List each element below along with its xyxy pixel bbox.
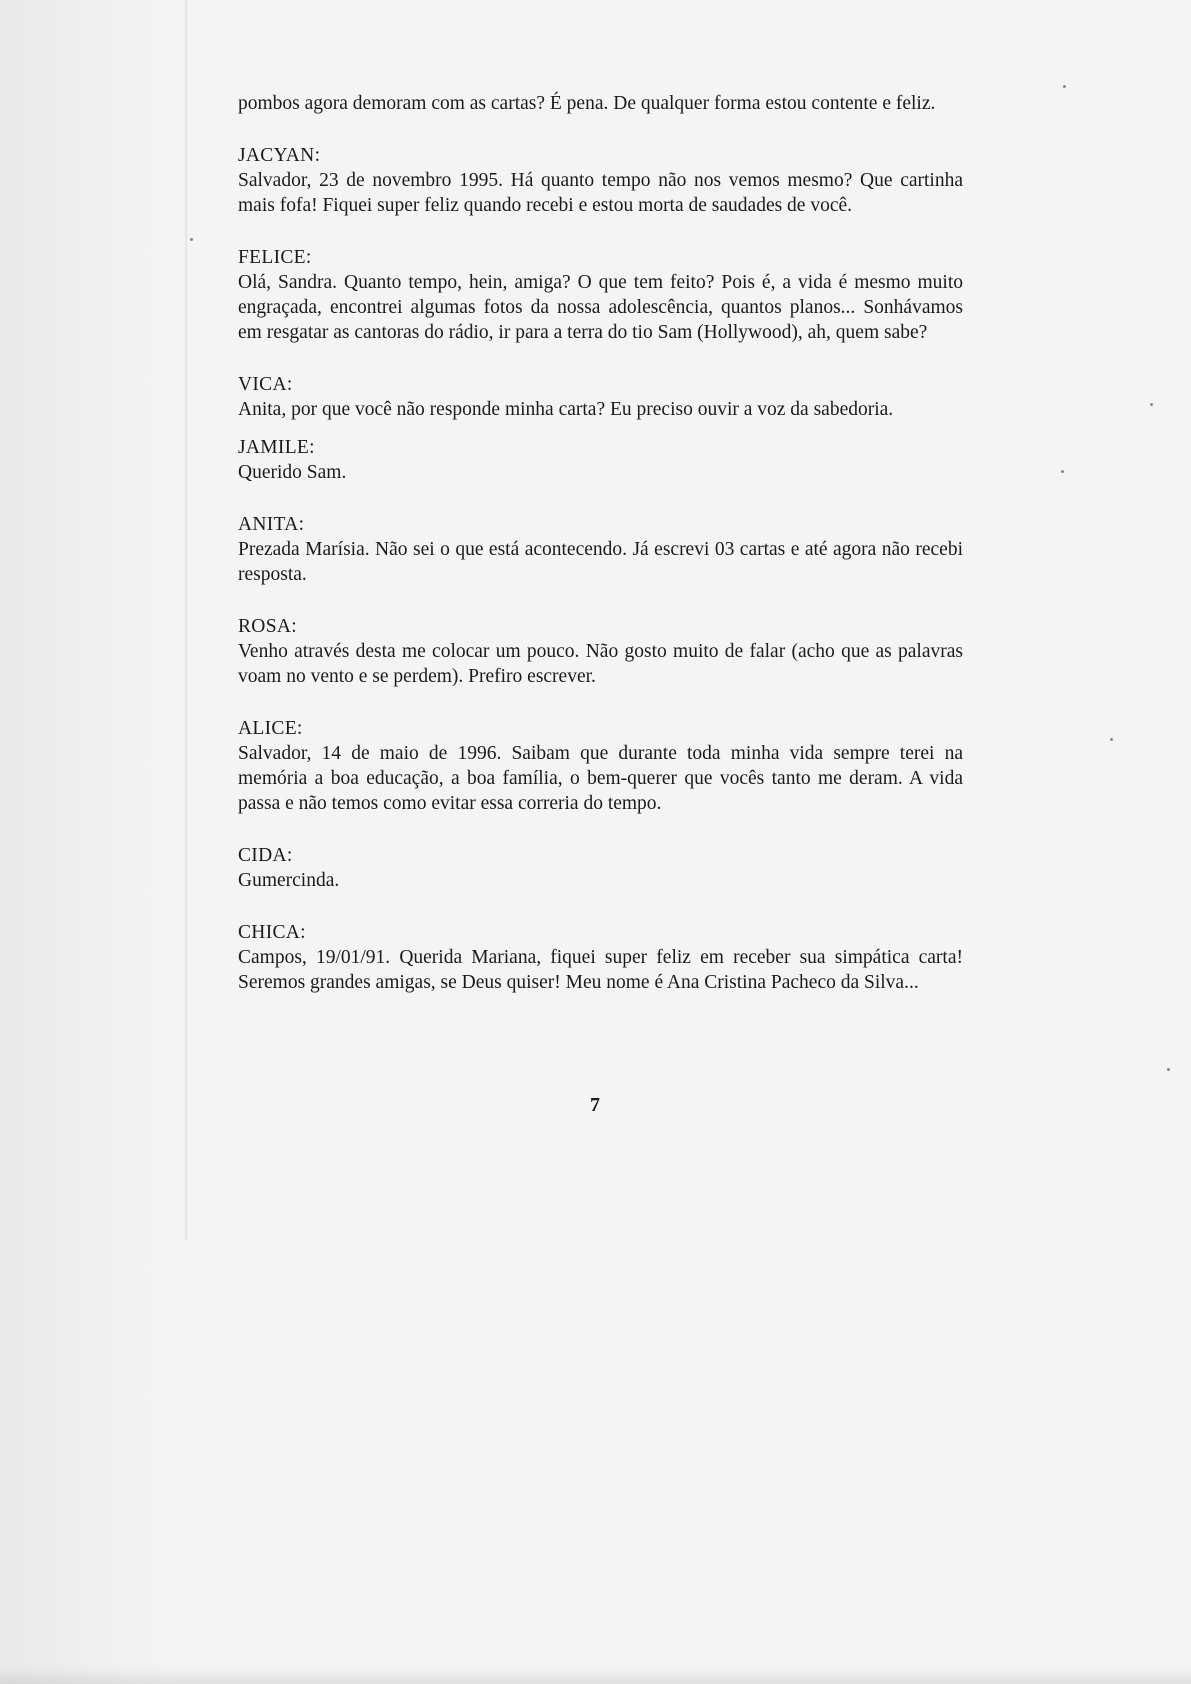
entry-name: ROSA: xyxy=(238,616,297,637)
entry-text: Gumercinda. xyxy=(238,870,340,891)
scan-speck xyxy=(1110,738,1113,741)
entry-name: CIDA: xyxy=(238,845,293,866)
scan-shadow-left xyxy=(0,0,185,1684)
scan-speck xyxy=(1167,1068,1170,1071)
entry-name: FELICE: xyxy=(238,247,312,268)
entry-rosa xyxy=(238,614,963,689)
scan-fold-line xyxy=(185,0,187,1240)
entry-name: ANITA: xyxy=(238,514,305,535)
opening-paragraph: pombos agora demoram com as cartas? É pena. De qualquer forma estou contente e feliz. xyxy=(238,93,936,114)
entry-text: Campos, 19/01/91. Querida Mariana, fiquei super feliz em receber sua simpática carta! Seremos grandes amigas, se Deus quiser! Meu nome é Ana Cristina Pacheco da Silva... xyxy=(238,947,963,993)
entry-text: Venho através desta me colocar um pouco. Não gosto muito de falar (acho que as palavras voam no vento e se perdem). Prefiro escrever. xyxy=(238,641,963,687)
entry-anita xyxy=(238,512,963,587)
entry-alice xyxy=(238,716,963,816)
entry-name: ALICE: xyxy=(238,718,303,739)
entry-text: Querido Sam. xyxy=(238,462,347,483)
scan-speck xyxy=(190,238,193,241)
scan-speck xyxy=(1061,470,1064,473)
entry-chica xyxy=(238,920,963,995)
entry-text: Salvador, 23 de novembro 1995. Há quanto tempo não nos vemos mesmo? Que cartinha mais fofa! Fiquei super feliz quando recebi e estou morta de saudades de você. xyxy=(238,170,963,216)
page-body xyxy=(238,91,963,1022)
page-number: 7 xyxy=(590,1094,600,1116)
entry-jacyan xyxy=(238,143,963,218)
entry-text: Salvador, 14 de maio de 1996. Saibam que durante toda minha vida sempre terei na memória a boa educação, a boa família, o bem-querer que vocês tanto me deram. A vida passa e não temos como evitar essa correria do tempo. xyxy=(238,743,963,814)
entry-felice xyxy=(238,245,963,345)
entry-name: JAMILE: xyxy=(238,437,315,458)
entry-vica xyxy=(238,372,963,422)
entry-cida xyxy=(238,843,963,893)
entry-name: VICA: xyxy=(238,374,293,395)
entry-text: Olá, Sandra. Quanto tempo, hein, amiga? O que tem feito? Pois é, a vida é mesmo muito engraçada, encontrei algumas fotos da nossa adolescência, quantos planos... Sonhávamos em resgatar as cantoras do rádio, ir para a terra do tio Sam (Hollywood), ah, quem sabe? xyxy=(238,272,963,343)
entry-jamile xyxy=(238,435,963,485)
entry-text: Anita, por que você não responde minha carta? Eu preciso ouvir a voz da sabedoria. xyxy=(238,399,894,420)
scan-speck xyxy=(1150,403,1153,406)
entry-name: JACYAN: xyxy=(238,145,321,166)
scan-shadow-bottom xyxy=(0,1666,1191,1684)
entry-name: CHICA: xyxy=(238,922,306,943)
entry-text: Prezada Marísia. Não sei o que está acontecendo. Já escrevi 03 cartas e até agora não recebi resposta. xyxy=(238,539,963,585)
scan-speck xyxy=(1063,85,1066,88)
